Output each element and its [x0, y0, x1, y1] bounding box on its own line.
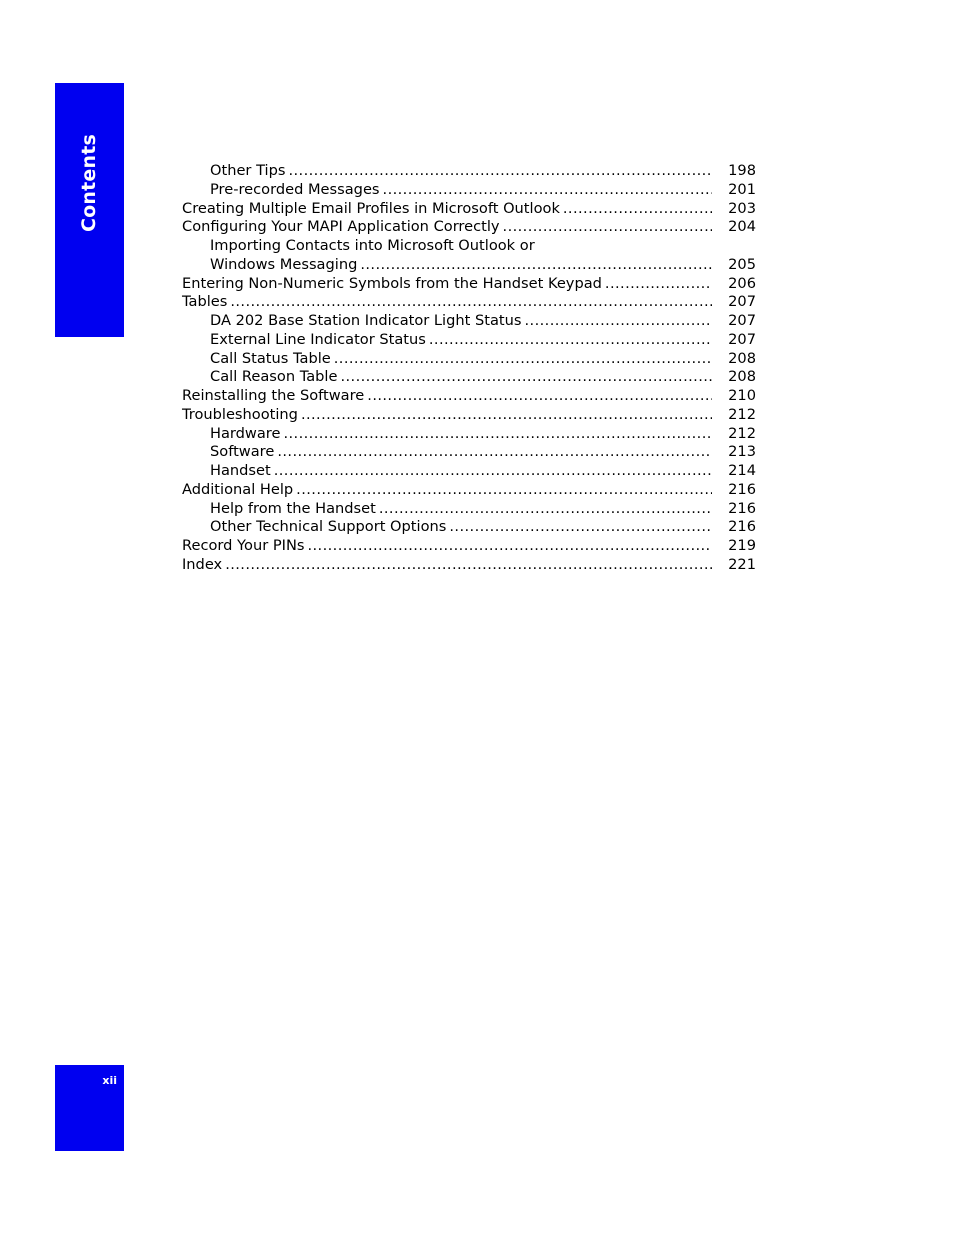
toc-dot-leader — [367, 387, 712, 406]
toc-entry-page: 198 — [728, 162, 756, 179]
toc-dot-leader — [288, 162, 712, 181]
toc-entry-title: Windows Messaging — [210, 255, 358, 273]
toc-entry-page: 201 — [728, 180, 756, 198]
toc-dot-leader — [301, 406, 712, 425]
toc-dot-leader — [334, 350, 712, 369]
toc-entry[interactable] — [182, 556, 756, 575]
toc-entry[interactable] — [182, 256, 756, 275]
page-number: xii — [102, 1074, 117, 1087]
toc-entry[interactable] — [182, 312, 756, 331]
toc-dot-leader — [383, 181, 712, 200]
toc-entry-title: Other Technical Support Options — [210, 518, 447, 536]
toc-entry-title: Software — [210, 443, 275, 461]
toc-dot-leader — [277, 443, 712, 462]
toc-entry-title: Configuring Your MAPI Application Correctly — [182, 218, 500, 236]
toc-entry-title: Troubleshooting — [182, 405, 298, 423]
toc-entry-title: Call Status Table — [210, 349, 331, 367]
toc-dot-leader — [360, 256, 712, 275]
toc-dot-leader — [307, 537, 712, 556]
toc-dot-leader — [503, 218, 712, 237]
toc-entry-title: Other Tips — [210, 162, 286, 179]
toc-dot-leader — [379, 500, 712, 519]
toc-entry-title: Creating Multiple Email Profiles in Microsoft Outlook — [182, 199, 560, 217]
toc-entry[interactable] — [182, 406, 756, 425]
toc-entry-title: Record Your PINs — [182, 537, 305, 554]
toc-entry[interactable] — [182, 162, 756, 181]
toc-entry-page: 216 — [728, 518, 756, 536]
toc-entry-page: 210 — [728, 387, 756, 404]
toc-entry-page: 208 — [728, 349, 756, 367]
toc-entry-page: 204 — [728, 218, 756, 236]
contents-tab-label: Contents — [78, 133, 100, 233]
toc-entry[interactable] — [182, 275, 756, 294]
toc-entry-title: DA 202 Base Station Indicator Light Status — [210, 312, 522, 329]
toc-entry-page: 216 — [728, 499, 756, 517]
toc-entry-title: Hardware — [210, 424, 281, 442]
toc-entry-page: 208 — [728, 368, 756, 386]
toc-dot-leader — [230, 293, 712, 312]
toc-entry-title: Index — [182, 555, 223, 573]
toc-entry[interactable] — [182, 350, 756, 369]
toc-dot-leader — [274, 462, 712, 481]
page-number-tab — [55, 1065, 124, 1151]
contents-side-tab — [55, 83, 124, 337]
toc-entry-page: 212 — [728, 424, 756, 442]
toc-entry[interactable] — [182, 293, 756, 312]
toc-entry[interactable] — [182, 387, 756, 406]
toc-entry-title: Pre-recorded Messages — [210, 180, 380, 198]
toc-entry-title: Help from the Handset — [210, 499, 376, 517]
toc-entry-page: 207 — [728, 312, 756, 329]
toc-entry[interactable] — [182, 518, 756, 537]
toc-entry-page: 207 — [728, 330, 756, 348]
toc-entry-page: 216 — [728, 480, 756, 498]
toc-entry[interactable] — [182, 200, 756, 219]
toc-entry-page: 212 — [728, 405, 756, 423]
toc-entry-page: 219 — [728, 537, 756, 554]
toc-dot-leader — [296, 481, 712, 500]
toc-entry[interactable] — [182, 331, 756, 350]
toc-entry-page: 221 — [728, 555, 756, 573]
toc-entry-page: 203 — [728, 199, 756, 217]
toc-entry-title: Call Reason Table — [210, 368, 338, 386]
toc-entry-title: Importing Contacts into Microsoft Outlook or — [210, 237, 535, 254]
toc-entry[interactable] — [182, 462, 756, 481]
toc-dot-leader — [449, 518, 712, 537]
toc-entry-title: Handset — [210, 462, 271, 479]
toc-entry-page: 214 — [728, 462, 756, 479]
toc-dot-leader — [429, 331, 712, 350]
toc-dot-leader — [283, 425, 712, 444]
toc-dot-leader — [340, 368, 712, 387]
toc-entry-page: 207 — [728, 293, 756, 311]
table-of-contents — [182, 162, 756, 575]
toc-entry[interactable] — [182, 443, 756, 462]
toc-entry[interactable] — [182, 500, 756, 519]
toc-entry-title: Additional Help — [182, 480, 294, 498]
toc-dot-leader — [225, 556, 712, 575]
toc-entry[interactable] — [182, 181, 756, 200]
toc-entry[interactable] — [182, 368, 756, 387]
toc-entry-page: 206 — [728, 274, 756, 292]
toc-entry-title: Tables — [182, 293, 228, 311]
toc-entry[interactable] — [182, 425, 756, 444]
toc-entry-title: External Line Indicator Status — [210, 330, 426, 348]
toc-entry[interactable] — [182, 237, 756, 256]
toc-entry-title: Entering Non-Numeric Symbols from the Handset Keypad — [182, 274, 602, 292]
toc-entry[interactable] — [182, 537, 756, 556]
toc-dot-leader — [525, 312, 713, 331]
toc-entry-page: 205 — [728, 255, 756, 273]
toc-entry-title: Reinstalling the Software — [182, 387, 365, 404]
toc-entry-page: 213 — [728, 443, 756, 461]
toc-dot-leader — [563, 200, 712, 219]
toc-entry[interactable] — [182, 218, 756, 237]
toc-dot-leader — [605, 275, 712, 294]
toc-entry[interactable] — [182, 481, 756, 500]
